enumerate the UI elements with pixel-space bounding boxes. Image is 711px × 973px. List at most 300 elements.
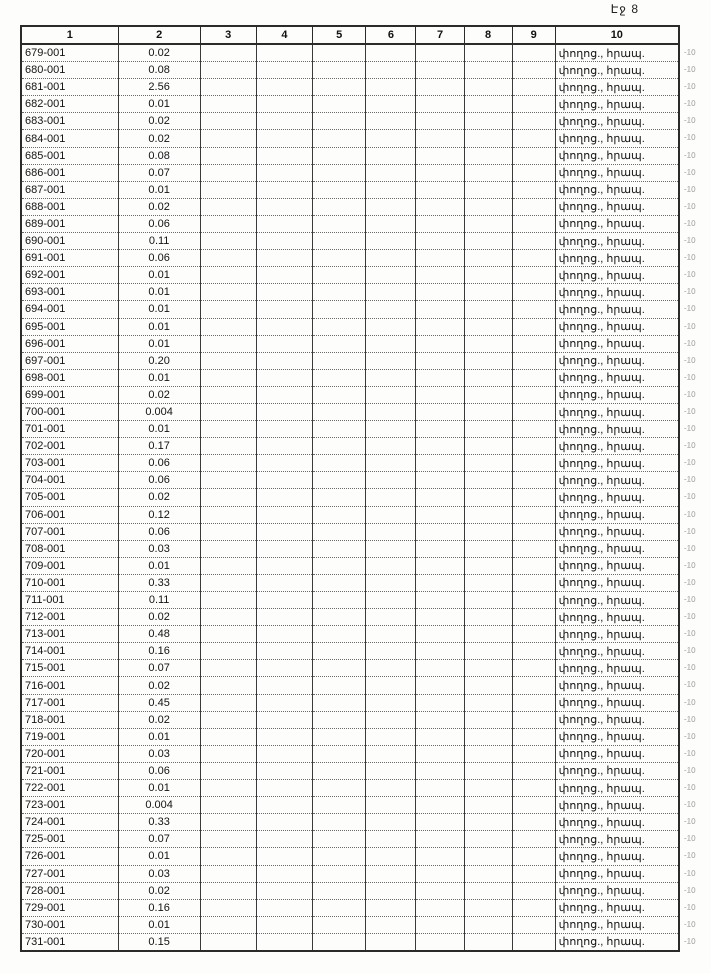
empty-cell: [200, 865, 256, 882]
empty-cell: [256, 643, 312, 660]
usage-cell: փողոց., հրապ.: [555, 643, 679, 660]
usage-cell: փողոց., հրապ.: [555, 284, 679, 301]
value-cell: 0.06: [118, 215, 200, 232]
empty-cell: [256, 198, 312, 215]
empty-cell: [512, 62, 555, 79]
row-id-cell: 680-001: [21, 62, 118, 79]
row-id-cell: 695-001: [21, 318, 118, 335]
table-row: [21, 62, 679, 79]
empty-cell: [512, 335, 555, 352]
row-id-cell: 713-001: [21, 626, 118, 643]
empty-cell: [416, 523, 464, 540]
empty-cell: [200, 318, 256, 335]
usage-cell: փողոց., հրապ.: [555, 626, 679, 643]
empty-cell: [366, 79, 416, 96]
empty-cell: [256, 523, 312, 540]
empty-cell: [256, 574, 312, 591]
empty-cell: [256, 233, 312, 250]
empty-cell: [366, 557, 416, 574]
margin-mark: -10: [683, 628, 696, 639]
empty-cell: [464, 592, 512, 609]
empty-cell: [256, 215, 312, 232]
empty-cell: [200, 540, 256, 557]
value-cell: 0.01: [118, 916, 200, 933]
value-cell: 0.08: [118, 62, 200, 79]
empty-cell: [416, 489, 464, 506]
empty-cell: [464, 762, 512, 779]
empty-cell: [256, 79, 312, 96]
usage-cell: փողոց., հրապ.: [555, 164, 679, 181]
empty-cell: [512, 933, 555, 951]
empty-cell: [464, 335, 512, 352]
empty-cell: [200, 164, 256, 181]
margin-mark: -10: [683, 406, 696, 416]
empty-cell: [200, 113, 256, 130]
value-cell: 0.06: [118, 455, 200, 472]
empty-cell: [313, 438, 366, 455]
value-cell: 0.33: [118, 574, 200, 591]
empty-cell: [313, 609, 366, 626]
empty-cell: [200, 660, 256, 677]
table-row: [21, 250, 679, 267]
usage-cell: փողոց., հրապ.: [555, 335, 679, 352]
column-header: 2: [118, 26, 200, 44]
empty-cell: [200, 96, 256, 113]
empty-cell: [366, 96, 416, 113]
usage-cell: փողոց., հրապ.: [555, 711, 679, 728]
value-cell: 0.33: [118, 814, 200, 831]
usage-cell: փողոց., հրապ.: [555, 660, 679, 677]
empty-cell: [313, 540, 366, 557]
empty-cell: [200, 728, 256, 745]
empty-cell: [200, 489, 256, 506]
empty-cell: [464, 609, 512, 626]
empty-cell: [366, 215, 416, 232]
margin-mark: -10: [683, 696, 696, 707]
empty-cell: [512, 711, 555, 728]
empty-cell: [416, 164, 464, 181]
empty-cell: [366, 865, 416, 882]
margin-mark: -10: [683, 850, 696, 861]
table-row: [21, 438, 679, 455]
row-id-cell: 683-001: [21, 113, 118, 130]
empty-cell: [464, 694, 512, 711]
empty-cell: [200, 677, 256, 694]
value-cell: 0.45: [118, 694, 200, 711]
empty-cell: [200, 694, 256, 711]
empty-cell: [366, 335, 416, 352]
margin-mark: -10: [683, 748, 696, 758]
table-row: [21, 660, 679, 677]
empty-cell: [366, 745, 416, 762]
margin-mark: -10: [683, 98, 696, 109]
row-id-cell: 710-001: [21, 574, 118, 591]
usage-cell: փողոց., հրապ.: [555, 455, 679, 472]
table-row: [21, 489, 679, 506]
value-cell: 0.004: [118, 797, 200, 814]
empty-cell: [256, 592, 312, 609]
empty-cell: [464, 933, 512, 951]
value-cell: 0.01: [118, 780, 200, 797]
margin-mark: -10: [683, 782, 696, 793]
value-cell: 2.56: [118, 79, 200, 96]
empty-cell: [366, 574, 416, 591]
table-row: [21, 592, 679, 609]
empty-cell: [256, 318, 312, 335]
margin-mark: -10: [683, 833, 696, 844]
empty-cell: [416, 455, 464, 472]
empty-cell: [366, 660, 416, 677]
empty-cell: [313, 848, 366, 865]
empty-cell: [313, 130, 366, 147]
margin-scan-marks: [684, 44, 708, 950]
empty-cell: [256, 831, 312, 848]
usage-cell: փողոց., հրապ.: [555, 62, 679, 79]
empty-cell: [313, 421, 366, 438]
table-row: [21, 916, 679, 933]
row-id-cell: 707-001: [21, 523, 118, 540]
usage-cell: փողոց., հրապ.: [555, 318, 679, 335]
empty-cell: [200, 506, 256, 523]
empty-cell: [200, 198, 256, 215]
empty-cell: [464, 660, 512, 677]
empty-cell: [256, 780, 312, 797]
empty-cell: [256, 438, 312, 455]
margin-mark: -10: [683, 816, 696, 827]
empty-cell: [366, 933, 416, 951]
empty-cell: [416, 797, 464, 814]
value-cell: 0.01: [118, 96, 200, 113]
row-id-cell: 722-001: [21, 780, 118, 797]
value-cell: 0.06: [118, 523, 200, 540]
empty-cell: [416, 267, 464, 284]
empty-cell: [256, 147, 312, 164]
usage-cell: փողոց., հրապ.: [555, 438, 679, 455]
empty-cell: [366, 797, 416, 814]
empty-cell: [512, 660, 555, 677]
empty-cell: [416, 643, 464, 660]
empty-cell: [416, 916, 464, 933]
empty-cell: [313, 745, 366, 762]
empty-cell: [256, 933, 312, 951]
empty-cell: [512, 780, 555, 797]
empty-cell: [464, 233, 512, 250]
table-row: [21, 540, 679, 557]
empty-cell: [366, 540, 416, 557]
table-row: [21, 198, 679, 215]
margin-mark: -10: [683, 235, 696, 246]
table-row: [21, 694, 679, 711]
margin-mark: -10: [683, 337, 696, 348]
usage-cell: փողոց., հրապ.: [555, 386, 679, 403]
page-number-label: Էջ 8: [610, 2, 639, 16]
value-cell: 0.01: [118, 267, 200, 284]
empty-cell: [416, 369, 464, 386]
usage-cell: փողոց., հրապ.: [555, 592, 679, 609]
empty-cell: [256, 865, 312, 882]
value-cell: 0.11: [118, 233, 200, 250]
value-cell: 0.48: [118, 626, 200, 643]
margin-mark: -10: [683, 286, 696, 297]
empty-cell: [313, 489, 366, 506]
row-id-cell: 690-001: [21, 233, 118, 250]
value-cell: 0.01: [118, 848, 200, 865]
empty-cell: [366, 762, 416, 779]
value-cell: 0.02: [118, 130, 200, 147]
empty-cell: [512, 762, 555, 779]
empty-cell: [366, 592, 416, 609]
row-id-cell: 709-001: [21, 557, 118, 574]
empty-cell: [200, 455, 256, 472]
empty-cell: [464, 301, 512, 318]
empty-cell: [313, 728, 366, 745]
empty-cell: [416, 592, 464, 609]
empty-cell: [313, 916, 366, 933]
empty-cell: [416, 130, 464, 147]
usage-cell: փողոց., հրապ.: [555, 181, 679, 198]
empty-cell: [416, 677, 464, 694]
empty-cell: [416, 96, 464, 113]
empty-cell: [416, 284, 464, 301]
empty-cell: [366, 609, 416, 626]
empty-cell: [256, 164, 312, 181]
empty-cell: [366, 438, 416, 455]
margin-mark: -10: [683, 64, 696, 75]
margin-mark: -10: [683, 184, 696, 194]
margin-mark: -10: [683, 474, 696, 485]
usage-cell: փողոց., հրապ.: [555, 489, 679, 506]
value-cell: 0.07: [118, 660, 200, 677]
empty-cell: [256, 711, 312, 728]
empty-cell: [416, 540, 464, 557]
row-id-cell: 685-001: [21, 147, 118, 164]
empty-cell: [313, 472, 366, 489]
empty-cell: [512, 865, 555, 882]
empty-cell: [256, 694, 312, 711]
row-id-cell: 721-001: [21, 762, 118, 779]
empty-cell: [366, 455, 416, 472]
empty-cell: [464, 797, 512, 814]
empty-cell: [464, 79, 512, 96]
empty-cell: [200, 848, 256, 865]
empty-cell: [313, 113, 366, 130]
data-table: [20, 25, 680, 952]
empty-cell: [464, 506, 512, 523]
usage-cell: փողոց., հրապ.: [555, 677, 679, 694]
value-cell: 0.06: [118, 762, 200, 779]
empty-cell: [313, 780, 366, 797]
empty-cell: [200, 831, 256, 848]
usage-cell: փողոց., հրապ.: [555, 403, 679, 420]
empty-cell: [256, 403, 312, 420]
empty-cell: [200, 780, 256, 797]
empty-cell: [416, 198, 464, 215]
value-cell: 0.004: [118, 403, 200, 420]
value-cell: 0.01: [118, 181, 200, 198]
table-row: [21, 403, 679, 420]
empty-cell: [256, 250, 312, 267]
row-id-cell: 717-001: [21, 694, 118, 711]
margin-mark: -10: [683, 508, 696, 519]
usage-cell: փողոց., հրապ.: [555, 267, 679, 284]
empty-cell: [366, 403, 416, 420]
empty-cell: [200, 79, 256, 96]
row-id-cell: 699-001: [21, 386, 118, 403]
margin-mark: -10: [683, 149, 696, 160]
empty-cell: [366, 164, 416, 181]
empty-cell: [313, 762, 366, 779]
empty-cell: [200, 421, 256, 438]
empty-cell: [512, 831, 555, 848]
empty-cell: [256, 660, 312, 677]
value-cell: 0.15: [118, 933, 200, 951]
row-id-cell: 731-001: [21, 933, 118, 951]
empty-cell: [512, 181, 555, 198]
margin-mark: -10: [683, 919, 696, 929]
column-header: 3: [200, 26, 256, 44]
empty-cell: [313, 711, 366, 728]
empty-cell: [416, 848, 464, 865]
empty-cell: [256, 882, 312, 899]
empty-cell: [256, 455, 312, 472]
margin-mark: -10: [683, 81, 696, 92]
value-cell: 0.02: [118, 609, 200, 626]
row-id-cell: 705-001: [21, 489, 118, 506]
empty-cell: [256, 916, 312, 933]
empty-cell: [256, 626, 312, 643]
margin-mark: -10: [683, 679, 696, 690]
empty-cell: [416, 62, 464, 79]
empty-cell: [200, 369, 256, 386]
empty-cell: [464, 386, 512, 403]
empty-cell: [256, 335, 312, 352]
table-row: [21, 780, 679, 797]
empty-cell: [313, 62, 366, 79]
empty-cell: [366, 814, 416, 831]
empty-cell: [313, 523, 366, 540]
table-row: [21, 728, 679, 745]
empty-cell: [512, 250, 555, 267]
table-row: [21, 267, 679, 284]
empty-cell: [512, 626, 555, 643]
empty-cell: [313, 882, 366, 899]
empty-cell: [464, 472, 512, 489]
margin-mark: -10: [683, 799, 696, 810]
row-id-cell: 701-001: [21, 421, 118, 438]
empty-cell: [464, 181, 512, 198]
table-row: [21, 386, 679, 403]
value-cell: 0.01: [118, 369, 200, 386]
empty-cell: [200, 523, 256, 540]
row-id-cell: 706-001: [21, 506, 118, 523]
row-id-cell: 718-001: [21, 711, 118, 728]
empty-cell: [512, 233, 555, 250]
row-id-cell: 708-001: [21, 540, 118, 557]
usage-cell: փողոց., հրապ.: [555, 831, 679, 848]
empty-cell: [313, 865, 366, 882]
empty-cell: [416, 574, 464, 591]
empty-cell: [512, 403, 555, 420]
empty-cell: [256, 506, 312, 523]
empty-cell: [366, 421, 416, 438]
empty-cell: [416, 557, 464, 574]
value-cell: 0.02: [118, 489, 200, 506]
value-cell: 0.02: [118, 198, 200, 215]
empty-cell: [200, 574, 256, 591]
empty-cell: [200, 335, 256, 352]
empty-cell: [512, 694, 555, 711]
empty-cell: [512, 745, 555, 762]
table-row: [21, 318, 679, 335]
table-row: [21, 882, 679, 899]
margin-mark: -10: [683, 560, 696, 570]
empty-cell: [366, 489, 416, 506]
row-id-cell: 727-001: [21, 865, 118, 882]
value-cell: 0.03: [118, 745, 200, 762]
usage-cell: փողոց., հրապ.: [555, 147, 679, 164]
usage-cell: փողոց., հրապ.: [555, 506, 679, 523]
row-id-cell: 697-001: [21, 352, 118, 369]
empty-cell: [366, 916, 416, 933]
empty-cell: [416, 780, 464, 797]
margin-mark: -10: [683, 372, 696, 382]
empty-cell: [256, 814, 312, 831]
empty-cell: [200, 933, 256, 951]
empty-cell: [416, 335, 464, 352]
empty-cell: [200, 472, 256, 489]
empty-cell: [313, 557, 366, 574]
margin-mark: -10: [683, 902, 696, 912]
row-id-cell: 684-001: [21, 130, 118, 147]
row-id-cell: 693-001: [21, 284, 118, 301]
empty-cell: [512, 814, 555, 831]
empty-cell: [512, 728, 555, 745]
row-id-cell: 681-001: [21, 79, 118, 96]
empty-cell: [313, 386, 366, 403]
empty-cell: [256, 96, 312, 113]
table-row: [21, 609, 679, 626]
table-row: [21, 745, 679, 762]
empty-cell: [416, 933, 464, 951]
empty-cell: [416, 113, 464, 130]
table-row: [21, 284, 679, 301]
usage-cell: փողոց., հրապ.: [555, 540, 679, 557]
empty-cell: [416, 899, 464, 916]
empty-cell: [512, 198, 555, 215]
empty-cell: [512, 96, 555, 113]
margin-mark: -10: [683, 167, 696, 177]
empty-cell: [200, 745, 256, 762]
empty-cell: [512, 643, 555, 660]
row-id-cell: 686-001: [21, 164, 118, 181]
empty-cell: [256, 540, 312, 557]
usage-cell: փողոց., հրապ.: [555, 369, 679, 386]
empty-cell: [256, 421, 312, 438]
empty-cell: [256, 728, 312, 745]
column-header: 7: [416, 26, 464, 44]
column-header: 10: [555, 26, 679, 44]
value-cell: 0.08: [118, 147, 200, 164]
empty-cell: [416, 472, 464, 489]
row-id-cell: 694-001: [21, 301, 118, 318]
table-row: [21, 814, 679, 831]
table-row: [21, 472, 679, 489]
empty-cell: [313, 164, 366, 181]
empty-cell: [200, 899, 256, 916]
usage-cell: փողոց., հրապ.: [555, 865, 679, 882]
value-cell: 0.01: [118, 301, 200, 318]
empty-cell: [512, 472, 555, 489]
